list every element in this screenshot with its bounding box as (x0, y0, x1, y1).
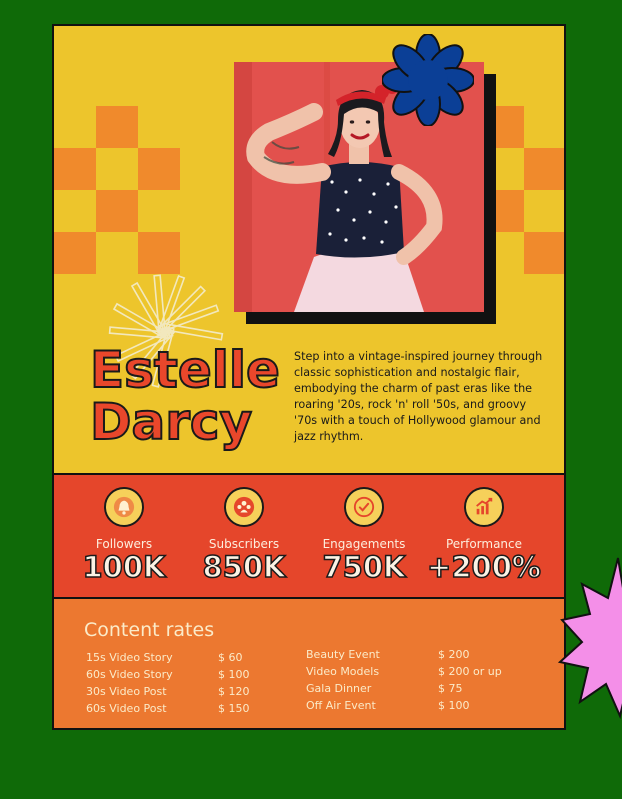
rate-name: 30s Video Post (86, 685, 167, 698)
profile-bio: Step into a vintage-inspired journey through classic sophistication and nostalgic flair, embodying the charm of past eras like the roaring '20s, rock 'n' roll '50s, and groovy '70s with a touch of Hollywood glamour and jazz rhythm. (294, 350, 543, 443)
rate-row (86, 702, 308, 719)
rate-name: Gala Dinner (306, 682, 372, 695)
rate-price: $ 100 (438, 699, 470, 712)
rate-name: 15s Video Story (86, 651, 173, 664)
stat-subscribers (184, 487, 304, 582)
flower-decoration (382, 34, 474, 126)
starburst-decoration (558, 550, 622, 720)
rate-row (306, 665, 528, 682)
stat-value: 100K (82, 550, 166, 584)
content-rates-title: Content rates (84, 619, 215, 641)
rates-left-column (86, 651, 308, 719)
growth-chart-icon (464, 487, 504, 527)
rate-name: Beauty Event (306, 648, 380, 661)
stat-value: 850K (202, 550, 286, 584)
first-name: Estelle (90, 341, 280, 399)
rate-price: $ 75 (438, 682, 463, 695)
profile-name (90, 341, 280, 451)
rate-row (306, 648, 528, 665)
stat-followers (64, 487, 184, 582)
bell-icon (104, 487, 144, 527)
last-name: Darcy (90, 393, 253, 451)
stat-value: 750K (322, 550, 406, 584)
stat-label: Followers (95, 537, 153, 551)
stat-value: +200% (427, 550, 541, 584)
rate-price: $ 150 (218, 702, 250, 715)
stat-label: Engagements (322, 537, 406, 551)
media-kit-card (52, 24, 566, 730)
content-rates-section (54, 599, 564, 730)
rate-row (86, 668, 308, 685)
stat-label: Performance (445, 537, 523, 551)
rate-price: $ 200 or up (438, 665, 502, 678)
rate-row (86, 651, 308, 668)
rate-name: Off Air Event (306, 699, 376, 712)
rates-right-column (306, 648, 528, 716)
stats-band (54, 473, 564, 599)
stat-performance (424, 487, 544, 582)
rate-price: $ 100 (218, 668, 250, 681)
rate-price: $ 60 (218, 651, 243, 664)
rate-name: Video Models (306, 665, 380, 678)
stat-label: Subscribers (208, 537, 280, 551)
rate-row (306, 699, 528, 716)
rate-price: $ 200 (438, 648, 470, 661)
users-icon (224, 487, 264, 527)
rate-name: 60s Video Post (86, 702, 167, 715)
rate-row (86, 685, 308, 702)
check-badge-icon (344, 487, 384, 527)
rate-price: $ 120 (218, 685, 250, 698)
rate-row (306, 682, 528, 699)
rate-name: 60s Video Story (86, 668, 173, 681)
stat-engagements (304, 487, 424, 582)
